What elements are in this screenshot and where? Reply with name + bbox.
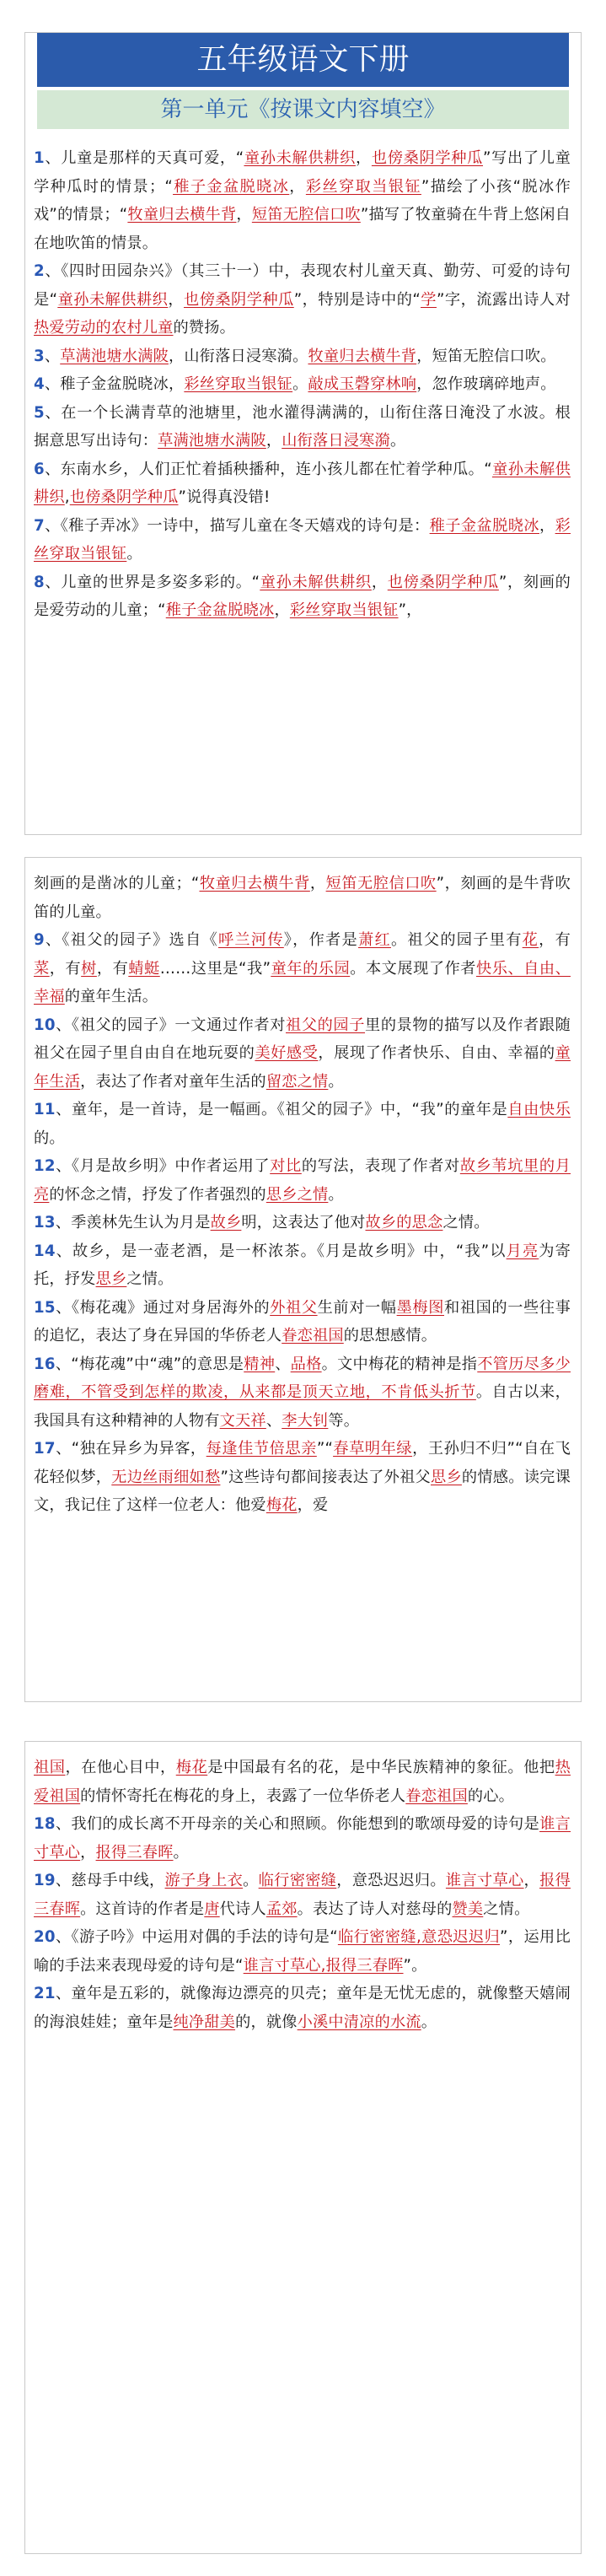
answer-text: 稚子金盆脱晓冰 — [165, 601, 275, 619]
question-text: 、儿童的世界是多姿多彩的。“ — [44, 573, 260, 591]
question-text: ，有 — [49, 959, 82, 978]
answer-text: 童年生活 — [34, 1044, 571, 1091]
question-number: 6 — [34, 460, 45, 478]
page-3 — [24, 1741, 582, 2554]
answer-text: 牧童归去横牛背 — [308, 347, 417, 365]
question-number: 9 — [34, 931, 45, 949]
question-text: ”描绘了小孩“脱冰作戏”的情景；“ — [34, 177, 571, 224]
question-text: 、童年是五彩的，就像海边漂亮的贝壳；童年是无忧无虑的，就像整天嬉闹的海浪娃娃；童年是 — [34, 1985, 571, 2031]
question-number: 10 — [34, 1016, 56, 1034]
question-text: 为寄托，抒发 — [34, 1242, 571, 1288]
answer-text: 自由快乐 — [507, 1101, 571, 1118]
answer-text: 品格 — [290, 1355, 322, 1373]
question-text: 的怀念之情，抒发了作者强烈的 — [49, 1185, 266, 1204]
question-number: 7 — [34, 516, 45, 535]
question-text: 、儿童是那样的天真可爱，“ — [44, 149, 244, 167]
answer-text: 童孙未解供耕织 — [34, 460, 571, 506]
answer-text: 热爱祖国 — [34, 1759, 571, 1805]
question-text: ，爱 — [297, 1496, 329, 1514]
question-number: 13 — [34, 1214, 56, 1231]
answer-text: 短笛无腔信口吹 — [325, 875, 437, 892]
question-text: 、我们的成长离不开母亲的关心和照顾。你能想到的歌颂母爱的诗句是 — [55, 1815, 540, 1833]
answer-text: 每逢佳节倍思亲 — [206, 1440, 317, 1458]
answer-text: 童年的乐园 — [271, 959, 351, 978]
question-text: ， — [356, 149, 372, 167]
question-text: ，山衔落日浸寒漪。 — [168, 347, 308, 365]
question-text: 》，作者是 — [283, 931, 359, 949]
answer-text: 谁言寸草心,报得三春晖 — [243, 1956, 404, 1975]
question-item — [34, 1867, 571, 1923]
question-text: 、 — [265, 1411, 282, 1430]
answer-text: 牧童归去横牛背 — [127, 206, 237, 224]
question-text: ， — [309, 875, 326, 892]
question-text: 的，就像 — [235, 2013, 298, 2031]
question-text: 、《月是故乡明》中作者运用了 — [55, 1157, 271, 1175]
answer-text: 谁言寸草心 — [445, 1872, 524, 1889]
page-1 — [24, 32, 582, 835]
question-text: 的写法，表现了作者对 — [301, 1157, 460, 1175]
answer-text: 也傍桑阴学种瓜 — [387, 573, 499, 591]
question-text: 。 — [328, 1185, 344, 1204]
question-text: 生前对一幅 — [317, 1298, 397, 1317]
answer-text: 呼兰河传 — [217, 931, 284, 949]
answer-text: 报得三春晖 — [34, 1872, 571, 1918]
answer-text: 山衔落日浸寒漪 — [282, 432, 390, 450]
answer-text: 萧红 — [358, 931, 391, 949]
question-text: 、慈母手中线， — [55, 1872, 165, 1889]
question-number: 3 — [34, 347, 45, 365]
question-text: 的情感。读完课文，我记住了这样一位老人：他爱 — [34, 1468, 571, 1514]
question-item — [34, 1209, 571, 1237]
question-text: ”字，流露出诗人对 — [436, 290, 571, 309]
question-number: 11 — [34, 1101, 56, 1118]
question-text: ”，特别是诗中的“ — [293, 290, 421, 309]
question-number: 2 — [34, 262, 45, 280]
question-text: 。祖父的园子里有 — [390, 931, 523, 949]
question-text: 、“梅花魂”中“魂”的意思是 — [55, 1355, 244, 1373]
question-item — [34, 399, 571, 455]
question-text: 和祖国的一些往事的追忆，表达了身在异国的华侨老人 — [34, 1298, 571, 1345]
answer-text: 唐 — [204, 1900, 220, 1918]
answer-text: 热爱劳动的农村儿童 — [34, 319, 174, 337]
question-item — [34, 1152, 571, 1209]
question-text: 。表达了诗人对慈母的 — [297, 1900, 453, 1918]
question-text: 的童年生活。 — [64, 988, 158, 1005]
question-text: ”。 — [403, 1956, 427, 1975]
answer-text: 也傍桑阴学种瓜 — [184, 290, 294, 309]
question-number: 14 — [34, 1242, 56, 1260]
answer-text: 不管历尽多少磨难，不管受到怎样的欺凌，从来都是顶天立地，不肯低头折节 — [34, 1355, 571, 1401]
question-text: 、《祖父的园子》一文通过作者对 — [55, 1016, 287, 1034]
question-text: ，忽作玻璃碎地声。 — [416, 375, 556, 393]
question-text: ，有 — [96, 959, 129, 978]
question-text: 、在一个长满青草的池塘里，池水灌得满满的，山衔住落日淹没了水波。根据意思写出诗句： — [34, 403, 571, 450]
question-text: 之情。 — [483, 1900, 530, 1918]
question-number: 18 — [34, 1815, 56, 1833]
page-2 — [24, 857, 582, 1702]
answer-text: 报得三春晖 — [95, 1843, 174, 1862]
question-text: 的赞扬。 — [173, 319, 236, 337]
question-text: 。 — [126, 545, 142, 563]
question-text: ”写出了儿童学种瓜时的情景；“ — [34, 149, 571, 196]
question-text: 、童年，是一首诗，是一幅画。《祖父的园子》中，“我”的童年是 — [55, 1101, 508, 1118]
answer-text: 小溪中清凉的水流 — [297, 2013, 421, 2031]
question-item — [34, 1810, 571, 1867]
answer-text: 花 — [522, 931, 539, 949]
question-text: 。文中梅花的精神是指 — [321, 1355, 478, 1373]
answer-text: 临行密密缝,意恐迟迟归 — [337, 1928, 501, 1946]
answer-text: 短笛无腔信口吹 — [251, 206, 361, 224]
question-text: 。 — [389, 432, 406, 450]
question-text: 。 — [243, 1872, 259, 1889]
question-text: , — [64, 488, 70, 506]
question-item — [34, 512, 571, 569]
page-title: 五年级语文下册 — [37, 33, 569, 87]
question-item — [34, 144, 571, 257]
question-text: ……这里是“我” — [159, 959, 271, 978]
question-item — [34, 1096, 571, 1152]
answer-text: 孟郊 — [265, 1900, 298, 1918]
question-text: 、《游子吟》中运用对偶的手法的诗句是“ — [55, 1928, 338, 1946]
answer-text: 童孙未解供耕织 — [57, 290, 169, 309]
question-text: 的。 — [34, 1129, 65, 1147]
question-item — [34, 342, 571, 371]
question-text: 。 — [292, 375, 308, 393]
question-text: 。 — [328, 1072, 344, 1091]
question-text: 是中国最有名的花，是中华民族精神的象征。他把 — [207, 1759, 555, 1776]
answer-text: 故乡 — [210, 1214, 242, 1231]
question-text: ，展现了作者快乐、自由、幸福的 — [318, 1044, 555, 1062]
answer-text: 彩丝穿取当银钲 — [305, 177, 421, 196]
answer-text: 敲成玉磬穿林响 — [308, 375, 417, 393]
answer-text: 故乡的思念 — [365, 1214, 443, 1231]
answer-text: 梅花 — [265, 1496, 298, 1514]
answer-text: 牧童归去横牛背 — [199, 875, 310, 892]
answer-text: 外祖父 — [270, 1298, 318, 1317]
question-number: 16 — [34, 1355, 56, 1373]
question-text: 的思想感情。 — [343, 1327, 437, 1345]
answer-text: 草满池塘水满陂 — [158, 432, 266, 450]
answer-text: 眷恋祖国 — [282, 1327, 344, 1345]
question-item — [34, 1435, 571, 1520]
question-item — [34, 1011, 571, 1097]
answer-text: 也傍桑阴学种瓜 — [371, 149, 484, 167]
answer-text: 精神 — [244, 1355, 276, 1373]
page-2-content — [25, 858, 581, 1520]
question-text: ，有 — [539, 931, 571, 949]
page-1-content — [25, 129, 581, 625]
answer-text: 童孙未解供耕织 — [244, 149, 357, 167]
answer-text: 彩丝穿取当银钲 — [184, 375, 293, 393]
question-text: ，王孙归不归”“自在飞花轻似梦， — [34, 1440, 571, 1486]
question-text: ， — [371, 573, 388, 591]
answer-text: 临行密密缝 — [258, 1872, 337, 1889]
question-text: 、季羡林先生认为月是 — [55, 1214, 211, 1231]
answer-text: 故乡苇坑里的月亮 — [34, 1157, 571, 1204]
question-text: ， — [236, 206, 252, 224]
answer-text: 彩丝穿取当银钲 — [34, 516, 571, 563]
question-text: 。这首诗的作者是 — [80, 1900, 205, 1918]
answer-text: 祖国 — [34, 1759, 66, 1776]
question-text: ”这些诗句都间接表达了外祖父 — [220, 1468, 431, 1486]
question-number: 4 — [34, 375, 45, 393]
question-text: 之情。 — [442, 1214, 490, 1231]
question-number: 20 — [34, 1928, 56, 1946]
answer-text: 文天祥 — [219, 1411, 266, 1430]
question-text: ， — [289, 177, 306, 196]
question-item — [34, 1754, 571, 1810]
question-number: 17 — [34, 1440, 56, 1458]
page-3-content — [25, 1742, 581, 2036]
answer-text: 学 — [421, 290, 437, 309]
answer-text: 稚子金盆脱晓冰 — [173, 177, 290, 196]
question-item — [34, 1294, 571, 1350]
question-item — [34, 1350, 571, 1436]
question-number: 1 — [34, 149, 45, 167]
question-text: 的情怀寄托在梅花的身上，表露了一位华侨老人 — [80, 1786, 406, 1805]
answer-text: 李大钊 — [282, 1411, 329, 1430]
question-text: 、《梅花魂》通过对身居海外的 — [55, 1298, 271, 1317]
answer-text: 快乐、自由、幸福 — [34, 959, 571, 1005]
answer-text: 春草明年绿 — [333, 1440, 413, 1458]
question-text: ”， — [398, 601, 422, 619]
answer-text: 梅花 — [175, 1759, 208, 1776]
question-item — [34, 569, 571, 625]
question-text: 之情。 — [126, 1270, 174, 1288]
question-text: 、 — [275, 1355, 291, 1373]
question-number: 15 — [34, 1298, 56, 1317]
answer-text: 思乡 — [431, 1468, 462, 1486]
answer-text: 无边丝雨细如愁 — [111, 1468, 221, 1486]
answer-text: 童孙未解供耕织 — [260, 573, 372, 591]
question-text: ”，刻画的是爱劳动的儿童；“ — [34, 573, 571, 619]
answer-text: 草满池塘水满陂 — [60, 347, 169, 365]
question-text: ”，运用比喻的手法来表现母爱的诗句是“ — [34, 1928, 571, 1975]
answer-text: 留恋之情 — [265, 1072, 329, 1091]
answer-text: 墨梅图 — [396, 1298, 445, 1317]
answer-text: 祖父的园子 — [286, 1016, 366, 1034]
answer-text: 纯净甜美 — [173, 2013, 236, 2031]
answer-text: 思乡 — [95, 1270, 127, 1288]
answer-text: 蜻蜓 — [128, 959, 160, 978]
question-text: 的心。 — [467, 1786, 515, 1805]
answer-text: 月亮 — [506, 1242, 539, 1260]
question-text: 、故乡，是一壶老酒，是一杯浓茶。《月是故乡明》中，“我”以 — [55, 1242, 507, 1260]
question-item — [34, 926, 571, 1011]
question-text: 、稚子金盆脱晓冰， — [44, 375, 185, 393]
question-text: 。 — [421, 2013, 437, 2031]
answer-text: 也傍桑阴学种瓜 — [69, 488, 179, 506]
question-text: 刻画的是凿冰的儿童；“ — [34, 875, 200, 892]
question-text: 等。 — [328, 1411, 360, 1430]
question-text: ，表达了作者对童年生活的 — [80, 1072, 266, 1091]
question-item — [34, 1923, 571, 1980]
answer-text: 赞美 — [452, 1900, 484, 1918]
question-text: ，在他心目中， — [65, 1759, 176, 1776]
question-text: ， — [265, 432, 282, 450]
question-item — [34, 370, 571, 399]
answer-text: 树 — [81, 959, 97, 978]
question-text: ， — [80, 1843, 96, 1862]
question-text: ”，刻画的是牛背吹笛的儿童。 — [34, 875, 571, 921]
question-text: 。自古以来，我国具有这种精神的人物有 — [34, 1383, 571, 1430]
question-item — [34, 1237, 571, 1294]
question-text: ”说得真没错! — [178, 488, 271, 506]
answer-text: 游子身上衣 — [164, 1872, 244, 1889]
question-text: 。 — [173, 1843, 189, 1862]
page-subtitle: 第一单元《按课文内容填空》 — [37, 90, 569, 129]
answer-text: 菜 — [34, 959, 50, 978]
question-number: 19 — [34, 1872, 56, 1889]
question-text: ，短笛无腔信口吹。 — [416, 347, 556, 365]
question-item — [34, 870, 571, 926]
question-item — [34, 455, 571, 512]
answer-text: 眷恋祖国 — [405, 1786, 468, 1805]
question-number: 12 — [34, 1157, 56, 1175]
question-text: 里的景物的描写以及作者跟随祖父在园子里自由自在地玩耍的 — [34, 1016, 571, 1062]
answer-text: 思乡之情 — [265, 1185, 329, 1204]
question-item — [34, 1980, 571, 2036]
question-text: 。本文展现了作者 — [350, 959, 476, 978]
question-text: ”描写了牧童骑在牛背上悠闲自在地吹笛的情景。 — [34, 206, 571, 252]
answer-text: 对比 — [270, 1157, 302, 1175]
question-text: ，意恐迟迟归。 — [336, 1872, 446, 1889]
answer-text: 彩丝穿取当银钲 — [289, 601, 399, 619]
question-text: 、《稚子弄冰》一诗中，描写儿童在冬天嬉戏的诗句是： — [44, 516, 430, 535]
question-number: 8 — [34, 573, 45, 591]
question-text: 、《四时田园杂兴》（其三十一）中，表现农村儿童天真、勤劳、可爱的诗句是“ — [34, 262, 571, 309]
question-text: 代诗人 — [219, 1900, 266, 1918]
answer-text: 美好感受 — [255, 1044, 319, 1062]
question-number: 21 — [34, 1985, 56, 2002]
question-text: 、“独在异乡为异客， — [55, 1440, 206, 1458]
question-text: ”“ — [316, 1440, 334, 1458]
question-text: 明，这表达了他对 — [241, 1214, 366, 1231]
question-text: ， — [523, 1872, 540, 1889]
question-number: 5 — [34, 403, 45, 422]
answer-text: 稚子金盆脱晓冰 — [429, 516, 539, 535]
question-text: ， — [168, 290, 185, 309]
question-item — [34, 257, 571, 342]
question-text: ， — [539, 516, 555, 535]
question-text: 、 — [44, 347, 61, 365]
question-text: 、《祖父的园子》选自《 — [44, 931, 218, 949]
question-text: 、东南水乡，人们正忙着插秧播种，连小孩儿都在忙着学种瓜。“ — [44, 460, 492, 478]
question-text: ， — [274, 601, 290, 619]
answer-text: 谁言寸草心 — [34, 1815, 571, 1862]
